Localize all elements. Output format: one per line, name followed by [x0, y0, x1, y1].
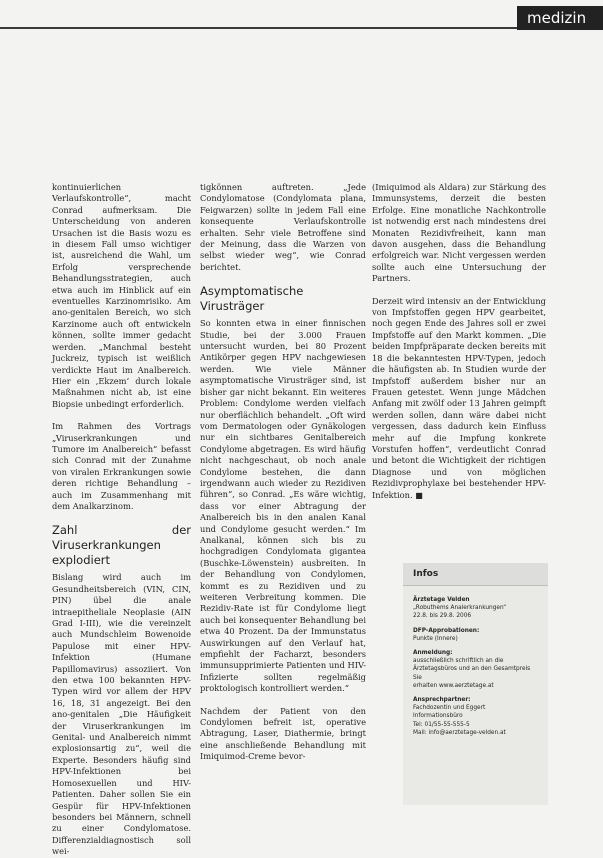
- body-paragraph: Nachdem der Patient von den Condylomen befreit ist, operative Abtragung, Laser, Diathermie, bringt eine anschließende Behandlung mit Imiquimod-Creme bevor-: [200, 705, 366, 762]
- info-value: 22.8. bis 29.8. 2006: [413, 613, 472, 620]
- header-rule: [0, 27, 520, 29]
- info-label: Ansprechpartner:: [413, 697, 471, 704]
- info-label: Ärztetage Velden: [413, 597, 470, 603]
- info-value: Punkte (Innere): [413, 635, 458, 642]
- info-value: „Robuthems Analerkrankungen“: [413, 605, 507, 612]
- info-label: DFP-Approbationen:: [413, 627, 480, 634]
- body-paragraph: kontinuierlichen Verlaufskontrolle“, macht Conrad aufmerksam. Die Unterscheidung von anderen Ursachen ist die Basis wozu es in diesem Fall umso wichtiger ist, ausreichend die Wahl, um Erfolg versprechende Behandlungsstrategien, auch etwa auch im Hinblick auf ein eventuelles Karzinomrisiko. Am ano-genitalen Bereich, wo sich Karzinome auch oft entwickeln können, sollte immer gedacht werden. „Manchmal besteht Juckreiz, typisch ist weißlich verdickte Haut im Analbereich. Hier ein ‚Ekzem‘ durch lokale Maßnahmen nicht ab, ist eine Biopsie unbedingt erforderlich.: [52, 182, 191, 409]
- body-paragraph: tigkönnen auftreten. „Jede Condylomatose (Condylomata plana, Feigwarzen) sollte in jedem Fall eine konsequente Verlaufskontrolle erhalten. Sehr viele Betroffene sind der Meinung, dass die Warzen von selbst wieder weg“, wie Conrad berichtet.: [200, 182, 366, 272]
- info-value: Mail: info@aerztetage-velden.at: [413, 729, 506, 736]
- info-value: Tel: 01/55-55-555-5: [413, 721, 470, 728]
- body-paragraph: Im Rahmen des Vortrags „Viruserkrankungen und Tumore im Analbereich“ befasst sich Conrad mit der Zunahme von viralen Erkrankungen sowie deren richtige Behandlung – auch im Zusammenhang mit dem Analkarzinom.: [52, 421, 191, 511]
- info-value: erhalten www.aerztetage.at: [413, 682, 494, 689]
- info-value: Fachdozentin und Eggert: [413, 705, 486, 712]
- info-value: ausschließlich schriftlich an die: [413, 658, 504, 665]
- body-paragraph: Bislang wird auch im Gesundheitsbereich (VIN, CIN, PIN) übel die anale intraepitheliale Neoplasie (AIN Grad I-III), wie die vereinzelt auch Mundschleim Bowenoide Papulose mit einer HPV-Infektion (Humane Papillomavirus) assoziiert. Von den etwa 100 bekannten HPV-Typen wird vor allem der HPV 16, 18, 31 angezeigt. Bei den ano-genitalen „Die Häufigkeit der Viruserkrankungen im Genital- und Analbereich nimmt explosionsartig zu“, weil die Experte. Besonders häufig sind HPV-Infektionen bei Homosexuellen und HIV-Patienten. Daher sollen Sie ein Gespür für HPV-Infektionen besonders bei Männern, schnell zu einer Condylomatose. Differenzialdiagnostisch soll wei-: [52, 572, 191, 857]
- info-box-title: Infos: [403, 563, 548, 586]
- end-of-article-mark: ■: [415, 489, 423, 500]
- article-column-3: [372, 182, 546, 501]
- body-paragraph: (Imiquimod als Aldara) zur Stärkung des Immunsystems, derzeit die besten Erfolge. Eine monatliche Nachkontrolle ist notwendig erst nach mindestens drei Monaten Rezidivfreiheit, kann man davon ausgehen, dass die Behandlung erfolgreich war. Nicht vergessen werden sollte auch eine Untersuchung der Partners.: [372, 182, 546, 284]
- section-label: medizin: [517, 6, 603, 30]
- info-box: [403, 563, 548, 805]
- article-column-2: [200, 182, 366, 763]
- info-list: [403, 586, 548, 737]
- body-paragraph: So konnten etwa in einer finnischen Studie, bei der 3.000 Frauen untersucht wurden, bei 80 Prozent Antikörper gegen HPV nachgewiesen werden. Wie viele Männer asymptomatische Virusträger sind, ist bisher gar nicht bekannt. Ein weiteres Problem: Condylome werden vielfach nur oberflächlich behandelt. „Oft wird vom Dermatologen oder Gynäkologen nur ein sichtbares Genitalbereich Condylome abgetragen. Es wird häufig nicht nachgeschaut, ob noch anale Condylome bestehen, die dann irgendwann auch wieder zu Rezidiven führen“, so Conrad. „Es wäre wichtig, dass vor einer Abtragung der Analbereich bis in den analen Kanal und Condylome gesucht werden.“ Im Analkanal, können sich bis zu hochgradigen Condylomata gigantea (Buschke-Löwenstein) ausbreiten. In der Behandlung von Condylomen, kommt es zu Rezidiven und zu weiteren Verbreitung kommen. Die Rezidiv-Rate ist für Condylome liegt auch bei konsequenter Behandlung bei etwa 40 Prozent. Da der Immunstatus Auswirkungen auf den Verlauf hat, empfiehlt der Facharzt, besonders immunsupprimierte Patienten und HIV-Infizierte sollten regelmäßig proktologisch kontrolliert werden.“: [200, 318, 367, 694]
- section-heading: Asymptomatische Virusträger: [200, 284, 304, 314]
- section-heading: Zahl der Viruserkrankungen explodiert: [52, 523, 191, 568]
- info-value: Ärztetagsbüros und an den Gesamtpreis Sie: [413, 666, 531, 681]
- info-value: Informationsbüro: [413, 713, 463, 720]
- info-label: Anmeldung:: [413, 650, 453, 657]
- article-column-1: [52, 182, 191, 858]
- body-paragraph: Derzeit wird intensiv an der Entwicklung von Impfstoffen gegen HPV gearbeitet, noch gegen Ende des Jahres soll er zwei Impfstoffe auf den Markt kommen. „Die beiden Impfpräparate decken bereits mit 18 die bekanntesten HPV-Typen, jedoch die häufigsten ab. In Studien wurde der Impfstoff außerdem bisher nur an Frauen getestet. Wenn junge Mädchen Anfang mit zwölf oder 13 Jahren geimpft werden sollen, dann wäre dabei nicht vergessen, dass dadurch kein Einfluss mehr auf die Impfung konkrete Vorstufen hoffen“, verdeutlicht Conrad und betont die Wichtigkeit der richtigen Diagnose und von möglichen Rezidivprophylaxe bei bestehender HPV-Infektion. ■: [372, 295, 546, 500]
